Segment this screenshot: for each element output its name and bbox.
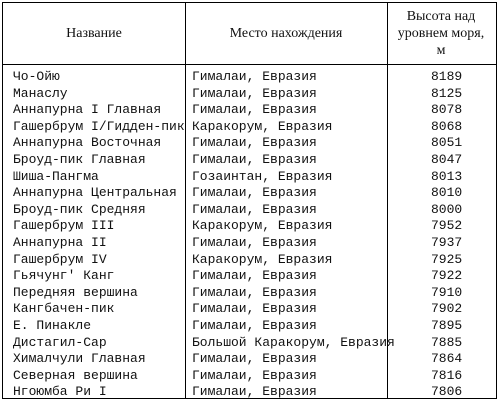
mountain-height: 7925 xyxy=(431,251,463,267)
mountain-name: Гьячунг' Канг xyxy=(13,268,115,284)
mountain-location: Гималаи, Евразия xyxy=(192,185,317,201)
mountain-location: Гималаи, Евразия xyxy=(192,102,317,118)
mountain-height: 8068 xyxy=(431,118,463,134)
mountain-height: 7864 xyxy=(431,351,463,367)
mountain-location: Гималаи, Евразия xyxy=(192,268,317,284)
table-row xyxy=(3,185,496,202)
mountain-height: 8078 xyxy=(431,102,463,118)
mountain-height: 7885 xyxy=(431,334,463,350)
mountain-location: Гималаи, Евразия xyxy=(192,135,317,151)
mountain-location: Каракорум, Евразия xyxy=(192,218,333,234)
table-row xyxy=(3,86,496,103)
table-row xyxy=(3,102,496,119)
mountain-height: 8051 xyxy=(431,135,463,151)
mountain-name: Гашербрум III xyxy=(13,218,115,234)
table-row xyxy=(3,285,496,302)
mountain-location: Гималаи, Евразия xyxy=(192,367,317,383)
table-row xyxy=(3,169,496,186)
mountain-height: 7902 xyxy=(431,301,463,317)
mountain-height: 7922 xyxy=(431,268,463,284)
mountain-name: Аннапурна Центральная xyxy=(13,185,177,201)
mountain-name: Кангбачен-пик xyxy=(13,301,115,317)
mountain-height: 8013 xyxy=(431,168,463,184)
table-row xyxy=(3,152,496,169)
mountain-height: 8047 xyxy=(431,151,463,167)
table-row xyxy=(3,301,496,318)
header-height-line1: Высота над xyxy=(406,9,476,24)
mountain-location: Гималаи, Евразия xyxy=(192,384,317,400)
mountain-height: 8000 xyxy=(431,201,463,217)
table-row xyxy=(3,368,496,385)
mountain-location: Гималаи, Евразия xyxy=(192,85,317,101)
mountain-height: 7937 xyxy=(431,234,463,250)
header-height xyxy=(387,3,495,64)
mountain-name: Северная вершина xyxy=(13,367,138,383)
table-row xyxy=(3,202,496,219)
mountain-name: Гашербрум I/Гидден-пик xyxy=(13,118,185,134)
table-row xyxy=(3,69,496,86)
mountain-height: 7910 xyxy=(431,284,463,300)
mountain-name: Дистагил-Сар xyxy=(13,334,107,350)
table-row xyxy=(3,351,496,368)
table-row xyxy=(3,218,496,235)
header-name-label: Название xyxy=(66,26,122,41)
mountain-name: Броуд-пик Средняя xyxy=(13,201,146,217)
mountain-height: 7816 xyxy=(431,367,463,383)
header-divider xyxy=(3,64,496,65)
mountain-height: 7806 xyxy=(431,384,463,400)
mountain-location: Каракорум, Евразия xyxy=(192,118,333,134)
mountain-location: Гималаи, Евразия xyxy=(192,201,317,217)
mountain-location: Гималаи, Евразия xyxy=(192,351,317,367)
table-row xyxy=(3,384,496,401)
header-height-line2: уровнем моря, xyxy=(397,26,485,41)
mountain-location: Гималаи, Евразия xyxy=(192,151,317,167)
mountain-height: 7952 xyxy=(431,218,463,234)
mountain-height: 7895 xyxy=(431,317,463,333)
mountain-name: Броуд-пик Главная xyxy=(13,151,146,167)
mountain-location: Гималаи, Евразия xyxy=(192,317,317,333)
mountain-name: Аннапурна I Главная xyxy=(13,102,162,118)
mountain-location: Гозаинтан, Евразия xyxy=(192,168,333,184)
mountain-height: 8010 xyxy=(431,185,463,201)
table-row xyxy=(3,268,496,285)
table-row xyxy=(3,335,496,352)
mountain-location: Каракорум, Евразия xyxy=(192,251,333,267)
mountain-name: Гашербрум IV xyxy=(13,251,107,267)
mountain-location: Большой Каракорум, Евразия xyxy=(192,334,395,350)
mountain-height: 8189 xyxy=(431,69,463,84)
mountain-name: Хималчули Главная xyxy=(13,351,146,367)
table-row xyxy=(3,135,496,152)
mountain-name: Нгоюмба Ри I xyxy=(13,384,107,400)
header-height-line3: м xyxy=(436,43,446,58)
mountain-name: Шиша-Пангма xyxy=(13,168,99,184)
mountain-location: Гималаи, Евразия xyxy=(192,234,317,250)
table-body xyxy=(3,69,496,401)
mountain-name: Чо-Ойю xyxy=(13,69,60,84)
table-row xyxy=(3,318,496,335)
header-location xyxy=(185,3,387,64)
mountain-name: Е. Пинакле xyxy=(13,317,92,333)
table-row xyxy=(3,252,496,269)
header-location-label: Место нахождения xyxy=(229,26,343,41)
mountain-location: Гималаи, Евразия xyxy=(192,69,317,84)
mountain-location: Гималаи, Евразия xyxy=(192,301,317,317)
mountain-name: Аннапурна II xyxy=(13,234,107,250)
header-name xyxy=(3,3,185,64)
table-row xyxy=(3,235,496,252)
mountain-name: Манаслу xyxy=(13,85,68,101)
mountain-name: Аннапурна Восточная xyxy=(13,135,162,151)
table-row xyxy=(3,119,496,136)
mountain-name: Передняя вершина xyxy=(13,284,138,300)
mountain-height: 8125 xyxy=(431,85,463,101)
mountain-location: Гималаи, Евразия xyxy=(192,284,317,300)
mountains-table xyxy=(2,2,497,399)
